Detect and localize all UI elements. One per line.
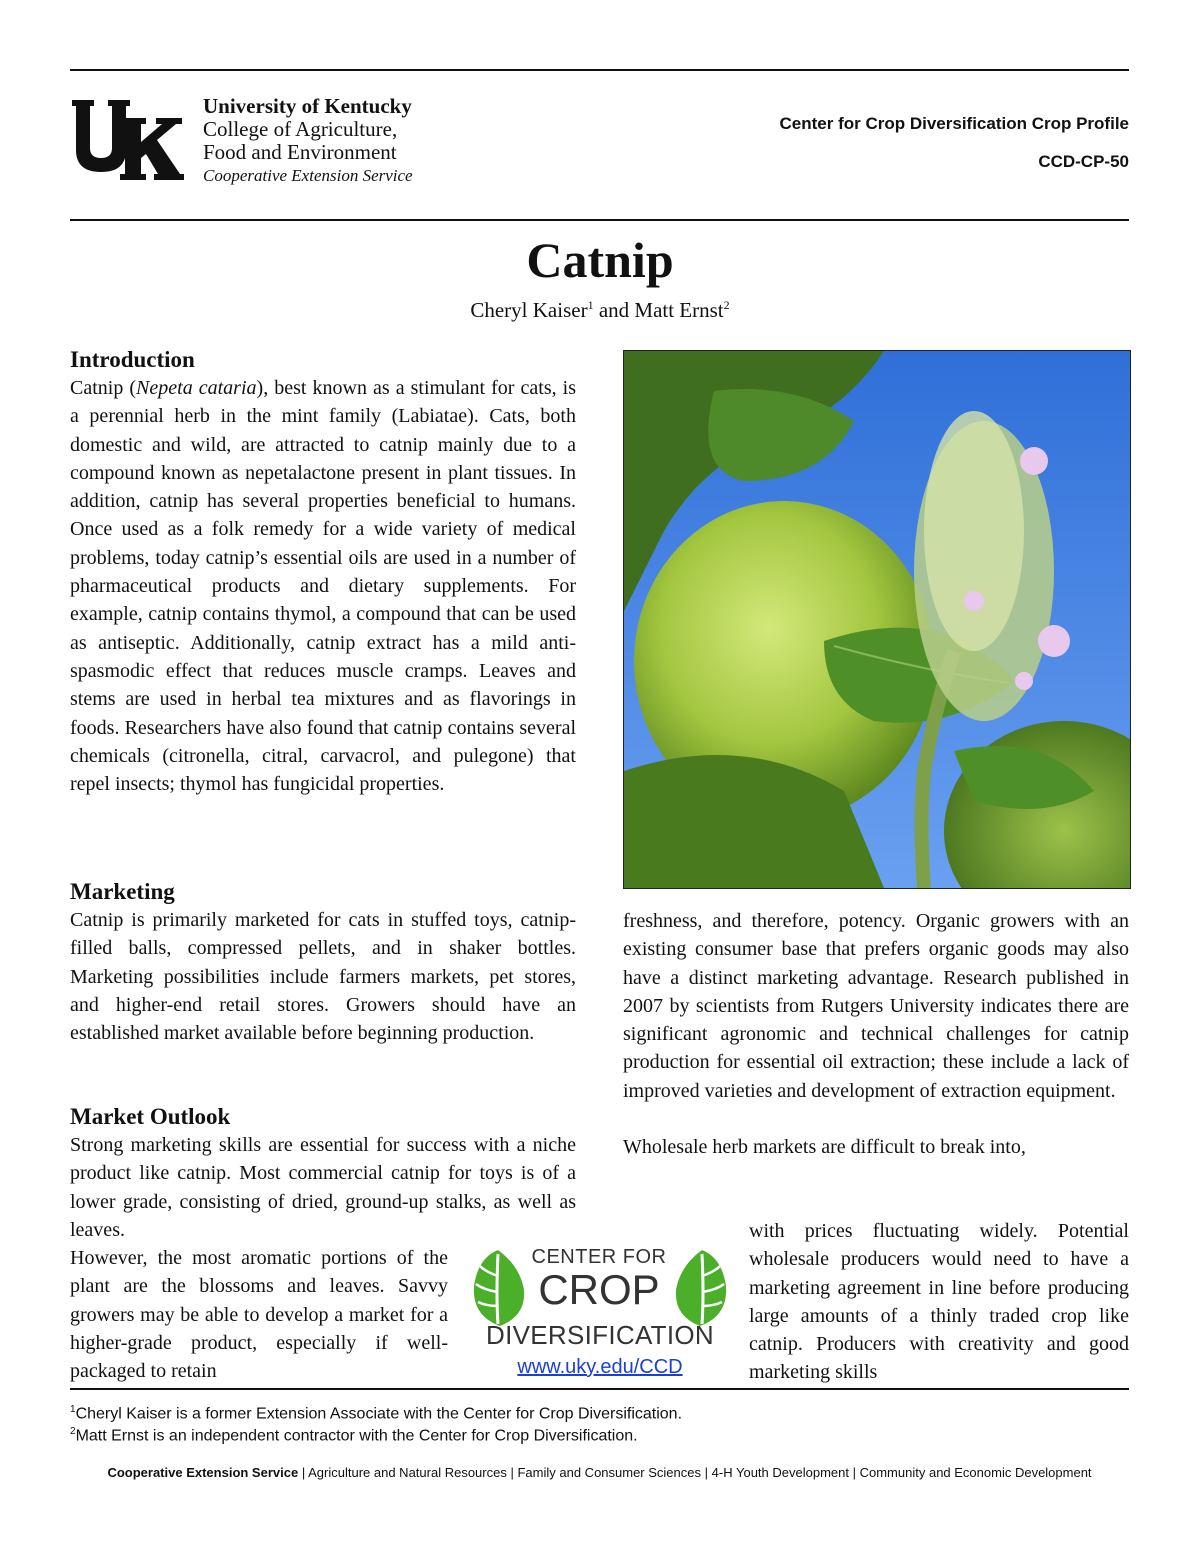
market-outlook-text: Strong marketing skills are essential for success with a niche product like catnip. Most commercial catnip for toys is of a lower grade, consisting of dried, ground-up stalks, as well as leaves.	[70, 1134, 576, 1241]
footer-separator: |	[301, 1465, 306, 1480]
author-1-superscript: 1	[587, 298, 594, 312]
introduction-text-rest: ), best known as a stimulant for cats, is a perennial herb in the mint family (Labiatae). Cats, both domestic and wild, are attracted to catnip mainly due to a compound known as nepetalactone present in plant tissues. In addition, catnip has several properties beneficial to humans. Once used as a folk remedy for a wide variety of medical problems, today catnip’s essential oils are used in a number of pharmaceutical products and dietary supplements. For example, catnip contains thymol, a compound that can be used as antiseptic. Additionally, catnip extract has a mild anti-spasmodic effect that reduces muscle cramps. Leaves and stems are used in herbal tea mixtures and as flavorings in foods. Researchers have also found that catnip contains several chemicals (citronella, citral, carvacrol, and pulegone) that repel insects; thymol has fungicidal properties.	[70, 377, 576, 796]
market-outlook-heading: Market Outlook	[70, 1104, 231, 1129]
footnote-2	[70, 1426, 638, 1445]
right-column-text	[623, 907, 1129, 1161]
footnote-rule	[70, 1388, 1129, 1390]
scientific-name: Nepeta cataria	[136, 377, 257, 399]
ccd-logo	[462, 1240, 738, 1386]
market-outlook-section	[70, 1103, 576, 1244]
header-top-rule	[70, 69, 1129, 71]
footnote-2-marker: 2	[70, 1426, 76, 1437]
right-column-continued	[749, 1217, 1129, 1387]
org-extension: Cooperative Extension Service	[203, 166, 413, 185]
footer-separator: |	[510, 1465, 514, 1480]
uk-logo	[70, 96, 185, 182]
header-bottom-rule	[70, 219, 1129, 221]
footnote-2-text: Matt Ernst is an independent contractor with the Center for Crop Diversification.	[75, 1427, 638, 1445]
org-food-env: Food and Environment	[203, 140, 397, 164]
org-name-block	[203, 95, 503, 187]
footnote-1-marker: 1	[70, 1404, 76, 1415]
marketing-heading: Marketing	[70, 879, 175, 904]
footnote-1	[70, 1404, 682, 1423]
marketing-text: Catnip is primarily marketed for cats in stuffed toys, catnip-filled balls, compressed pellets, and in shaker bottles. Marketing possibilities include farmers markets, pet stores, and higher-end retail stores. Growers should have an established market available before beginning production.	[70, 909, 576, 1045]
footer-item-community: Community and Economic Development	[859, 1465, 1092, 1480]
right-column-paragraph-2-start: Wholesale herb markets are difficult to break into,	[623, 1136, 1026, 1159]
uk-logo-icon	[70, 96, 185, 182]
org-college: College of Agriculture,	[203, 117, 398, 141]
author-2: Matt Ernst	[634, 298, 724, 322]
introduction-text-start: Catnip (	[70, 377, 137, 399]
footer-separator: |	[704, 1465, 709, 1480]
left-leaf-icon	[468, 1246, 532, 1330]
org-university: University of Kentucky	[203, 94, 412, 118]
profile-title: Center for Crop Diversification Crop Profile	[779, 114, 1129, 133]
profile-code: CCD-CP-50	[1038, 152, 1129, 171]
ccd-logo-line-1: CENTER FOR	[531, 1246, 667, 1268]
catnip-photo	[623, 350, 1131, 889]
footnote-1-text: Cheryl Kaiser is a former Extension Associate with the Center for Crop Diversification.	[75, 1405, 683, 1423]
footer-separator: |	[852, 1465, 856, 1480]
page-title: Catnip	[526, 232, 674, 288]
footer-item-family: Family and Consumer Sciences	[517, 1465, 702, 1480]
market-outlook-text-narrow: However, the most aromatic portions of the plant are the blossoms and leaves. Savvy growers may be able to develop a market for a higher-grade product, especially if well-packaged to retain	[70, 1247, 448, 1383]
catnip-flower-image	[624, 351, 1130, 888]
introduction-section	[70, 346, 576, 798]
introduction-text	[70, 374, 576, 798]
author-1: Cheryl Kaiser	[470, 298, 588, 322]
ccd-logo-line-2: CROP	[538, 1266, 660, 1313]
market-outlook-continued	[70, 1244, 448, 1385]
author-2-superscript: 2	[723, 298, 730, 312]
right-column-paragraph-1: freshness, and therefore, potency. Organic growers with an existing consumer base that prefers organic goods may also have a distinct marketing advantage. Research published in 2007 by scientists from Rutgers University indicates there are significant agronomic and technical challenges for catnip production for essential oil extraction; these include a lack of improved varieties and development of extraction equipment.	[623, 910, 1129, 1102]
footer-item-4h: 4-H Youth Development	[711, 1465, 849, 1480]
author-joiner: and	[598, 298, 630, 322]
footer-item-agriculture: Agriculture and Natural Resources	[308, 1465, 507, 1480]
footer-lead: Cooperative Extension Service	[107, 1465, 299, 1480]
marketing-section	[70, 878, 576, 1047]
ccd-logo-line-3: DIVERSIFICATION	[486, 1320, 714, 1350]
authors-line	[0, 298, 1200, 323]
right-column-paragraph-2-narrow: with prices fluctuating widely. Potential wholesale producers would need to have a marketing agreement in line before producing large amounts of a thinly traded crop like catnip. Producers with creativity and good marketing skills	[749, 1220, 1129, 1384]
introduction-heading: Introduction	[70, 347, 195, 372]
right-leaf-icon	[668, 1246, 732, 1330]
ccd-website-link[interactable]: www.uky.edu/CCD	[517, 1356, 683, 1378]
footer-line	[70, 1465, 1129, 1480]
